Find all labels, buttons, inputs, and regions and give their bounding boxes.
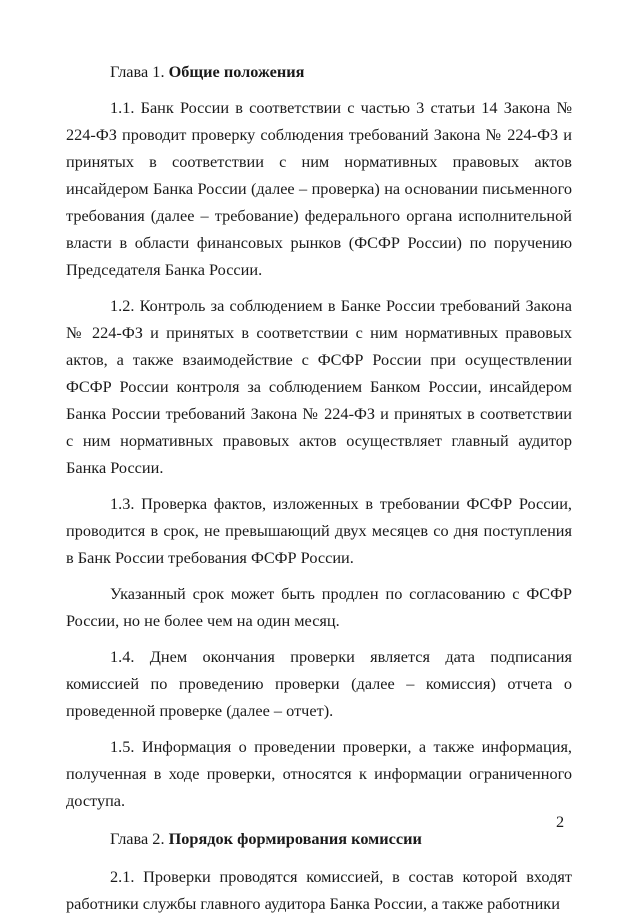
paragraph-1-1: 1.1. Банк России в соответствии с частью 3 статьи 14 Закона № 224-ФЗ проводит проверку соблюдения требований Закона № 224-ФЗ и принятых в соответствии с ним нормативных правовых актов инсайдером Банка России (далее – проверка) на основании письменного требования (далее – требование) федерального органа исполнительной власти в области финансовых рынков (ФСФР России) по поручению Председателя Банка России.	[66, 98, 572, 279]
chapter-1-prefix: Глава 1.	[110, 62, 165, 81]
chapter-2-heading	[66, 825, 572, 852]
paragraph-1-4: 1.4. Днем окончания проверки является дата подписания комиссией по проведению проверки (далее – комиссия) отчета о проведенной проверке (далее – отчет).	[66, 647, 572, 720]
page-number: 2	[556, 812, 565, 831]
paragraph-1-3-extension: Указанный срок может быть продлен по согласованию с ФСФР России, но не более чем на один месяц.	[66, 584, 572, 630]
paragraph-2-1: 2.1. Проверки проводятся комиссией, в состав которой входят работники службы главного аудитора Банка России, а также работники	[66, 867, 572, 913]
chapter-1-title: Общие положения	[168, 62, 305, 81]
chapter-2-prefix: Глава 2.	[110, 829, 165, 848]
paragraph-1-2: 1.2. Контроль за соблюдением в Банке России требований Закона № 224-ФЗ и принятых в соответствии с ним нормативных правовых актов, а также взаимодействие с ФСФР России при осуществлении ФСФР России контроля за соблюдением Банком России, инсайдером Банка России требований Закона № 224-ФЗ и принятых в соответствии с ним нормативных правовых актов осуществляет главный аудитор Банка России.	[66, 296, 572, 477]
paragraph-1-5: 1.5. Информация о проведении проверки, а также информация, полученная в ходе проверки, относятся к информации ограниченного доступа.	[66, 737, 572, 810]
chapter-2-title: Порядок формирования комиссии	[168, 829, 422, 848]
document-page	[66, 40, 572, 917]
paragraph-1-3: 1.3. Проверка фактов, изложенных в требовании ФСФР России, проводится в срок, не превышающий двух месяцев со дня поступления в Банк России требования ФСФР России.	[66, 494, 572, 567]
chapter-1-heading	[66, 58, 572, 85]
